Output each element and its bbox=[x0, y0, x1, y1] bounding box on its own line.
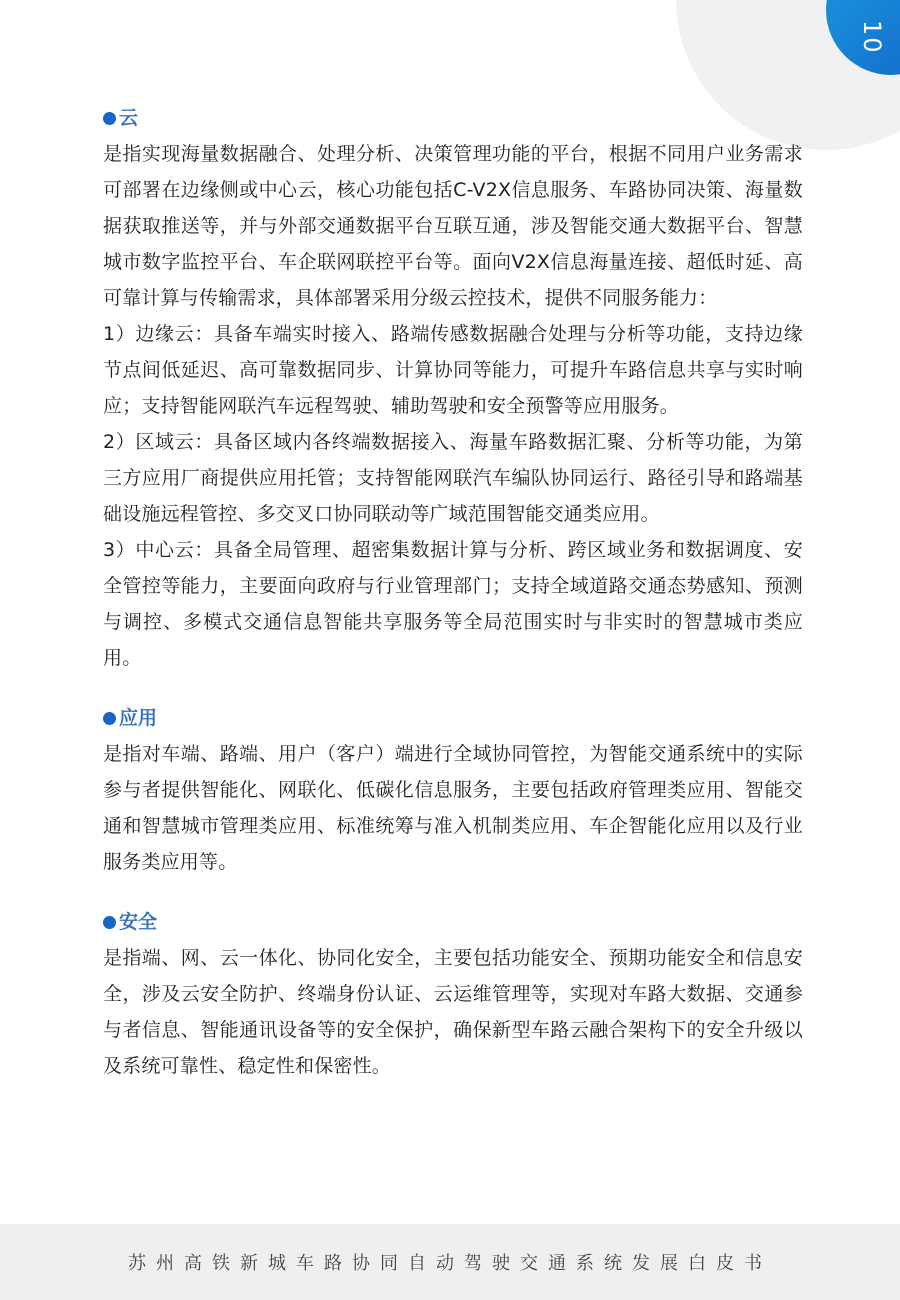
paragraph: 是指端、网、云一体化、协同化安全，主要包括功能安全、预期功能安全和信息安全，涉及云安全防护、终端身份认证、云运维管理等，实现对车路大数据、交通参与者信息、智能通讯设备等的安全保护，确保新型车路云融合架构下的安全升级以及系统可靠性、稳定性和保密性。 bbox=[103, 947, 803, 1077]
bullet-icon bbox=[103, 112, 116, 125]
paragraph: 1）边缘云：具备车端实时接入、路端传感数据融合处理与分析等功能，支持边缘节点间低延迟、高可靠数据同步、计算协同等能力，可提升车路信息共享与实时响应；支持智能网联汽车远程驾驶、辅助驾驶和安全预警等应用服务。 bbox=[103, 323, 803, 417]
footer-bar bbox=[0, 1224, 900, 1300]
paragraph: 2）区域云：具备区域内各终端数据接入、海量车路数据汇聚、分析等功能，为第三方应用厂商提供应用托管；支持智能网联汽车编队协同运行、路径引导和路端基础设施远程管控、多交叉口协同联动等广域范围智能交通类应用。 bbox=[103, 431, 803, 525]
section-heading-cloud bbox=[103, 100, 803, 136]
section-security bbox=[103, 904, 803, 1084]
section-cloud bbox=[103, 100, 803, 676]
page-number: 10 bbox=[858, 20, 886, 55]
paragraph: 是指对车端、路端、用户（客户）端进行全域协同管控，为智能交通系统中的实际参与者提供智能化、网联化、低碳化信息服务，主要包括政府管理类应用、智能交通和智慧城市管理类应用、标准统筹与准入机制类应用、车企智能化应用以及行业服务类应用等。 bbox=[103, 743, 803, 873]
paragraph: 是指实现海量数据融合、处理分析、决策管理功能的平台，根据不同用户业务需求可部署在边缘侧或中心云，核心功能包括C-V2X信息服务、车路协同决策、海量数据获取推送等，并与外部交通数据平台互联互通，涉及智能交通大数据平台、智慧城市数字监控平台、车企联网联控平台等。面向V2X信息海量连接、超低时延、高可靠计算与传输需求，具体部署采用分级云控技术，提供不同服务能力： bbox=[103, 143, 803, 309]
main-content bbox=[103, 100, 803, 1108]
section-heading-application bbox=[103, 700, 803, 736]
paragraph: 3）中心云：具备全局管理、超密集数据计算与分析、跨区域业务和数据调度、安全管控等能力，主要面向政府与行业管理部门；支持全域道路交通态势感知、预测与调控、多模式交通信息智能共享服务等全局范围实时与非实时的智慧城市类应用。 bbox=[103, 539, 803, 669]
section-application bbox=[103, 700, 803, 880]
footer-title: 苏州高铁新城车路协同自动驾驶交通系统发展白皮书 bbox=[128, 1253, 772, 1274]
bullet-icon bbox=[103, 712, 116, 725]
bullet-icon bbox=[103, 916, 116, 929]
section-heading-security bbox=[103, 904, 803, 940]
section-title: 安全 bbox=[119, 911, 158, 933]
section-title: 云 bbox=[119, 107, 139, 129]
section-title: 应用 bbox=[119, 707, 158, 729]
